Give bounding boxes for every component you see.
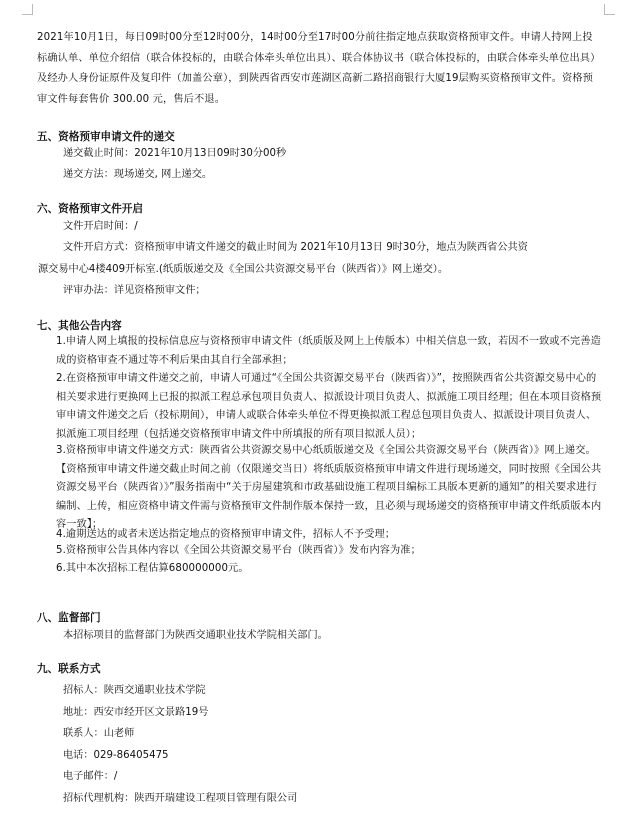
notice-item-3: 3.资格预审申请文件递交方式：陕西省公共资源交易中心纸质版递交及《全国公共资源交易平台（陕西省）》网上递交。【资格预审申请文件递交截止时间之前（仅限递交当日）将纸质版资格预审申请文件进行现场递交，同时按照《全国公共资源交易平台（陕西省）》”服务指南中“关于房屋建筑和市政基础设施工程项目编标工具版本更新的通知”的相关要求进行编制、上传，相应资格申请文件需与资格预审文件制作版本保持一致，且必须与现场递交的资格预审申请文件纸质版本内容一致】； [56,445,602,531]
crop-mark-top-left [22,4,33,15]
opening-method-line-1: 文件开启方式：资格预审申请文件递交的截止时间为 2021年10月13日 9时30分，地点为陕西省公共资 [63,242,528,253]
notice-item-1: 1.申请人网上填报的投标信息应与资格预审申请文件（纸质版及网上上传版本）中相关信息一致，若因不一致或不完善造成的资格审查不通过等不利后果由其自行全部承担； [56,336,601,366]
contact-email: 电子邮件：/ [63,771,118,782]
opening-time: 文件开启时间：/ [63,221,138,232]
notice-item-2: 2.在资格预审申请文件递交之前，申请人可通过“《全国公共资源交易平台（陕西省）》”，按照陕西省公共资源交易中心的相关要求进行更换网上已报的拟派工程总承包项目负责人、拟派设计项目负责人、拟派施工项目经理；但在本项目资格预审申请文件递交之后（投标期间），申请人或联合体牵头单位不得更换拟派工程总包项目负责人、拟派设计项目负责人、拟派施工项目经理（包括递交资格预审申请文件中所填报的所有项目拟派人员）； [56,373,602,440]
section-9-heading: 九、联系方式 [37,663,101,675]
notice-item-5: 5.资格预审公告具体内容以《全国公共资源交易平台（陕西省）》发布内容为准； [56,545,421,556]
section-8-heading: 八、监督部门 [37,612,101,624]
crop-mark-top-right [604,4,615,15]
section-6-heading: 六、资格预审文件开启 [37,203,143,215]
contact-person: 联系人：山老师 [63,728,135,739]
submission-deadline: 递交截止时间：2021年10月13日09时30分00秒 [63,148,287,159]
contact-address: 地址：西安市经开区文景路19号 [63,707,209,718]
opening-method-line-2: 源交易中心4楼409开标室.(纸质版递交及《全国公共资源交易平台（陕西省）》网上递交）。 [38,264,449,275]
contact-tenderer: 招标人：陕西交通职业技术学院 [63,685,206,696]
section-5-heading: 五、资格预审申请文件的递交 [37,131,175,143]
supervision-text: 本招标项目的监督部门为陕西交通职业技术学院相关部门。 [63,630,328,641]
contact-phone: 电话：029-86405475 [63,750,169,761]
notice-item-6: 6.其中本次招标工程估算680000000元。 [56,563,249,574]
contact-agency: 招标代理机构：陕西开瑞建设工程项目管理有限公司 [63,793,298,804]
section-7-heading: 七、其他公告内容 [37,320,122,332]
submission-method: 递交方法：现场递交, 网上递交。 [63,169,213,180]
intro-paragraph: 2021年10月1日，每日09时00分至12时00分，14时00分至17时00分前往指定地点获取资格预审文件。申请人持网上投标确认单、单位介绍信（联合体投标的，由联合体牵头单位出具）、联合体协议书（联合体投标的，由联合体牵头单位出具）及经办人身份证原件及复印件（加盖公章），到陕西省西安市莲湖区高新二路招商银行大厦19层购买资格预审文件。资格预审文件每套售价 300.00 元，售后不退。 [37,32,596,105]
review-method: 评审办法：详见资格预审文件； [63,285,206,296]
notice-item-4: 4.逾期送达的或者未送达指定地点的资格预审申请文件，招标人不予受理； [56,529,396,540]
